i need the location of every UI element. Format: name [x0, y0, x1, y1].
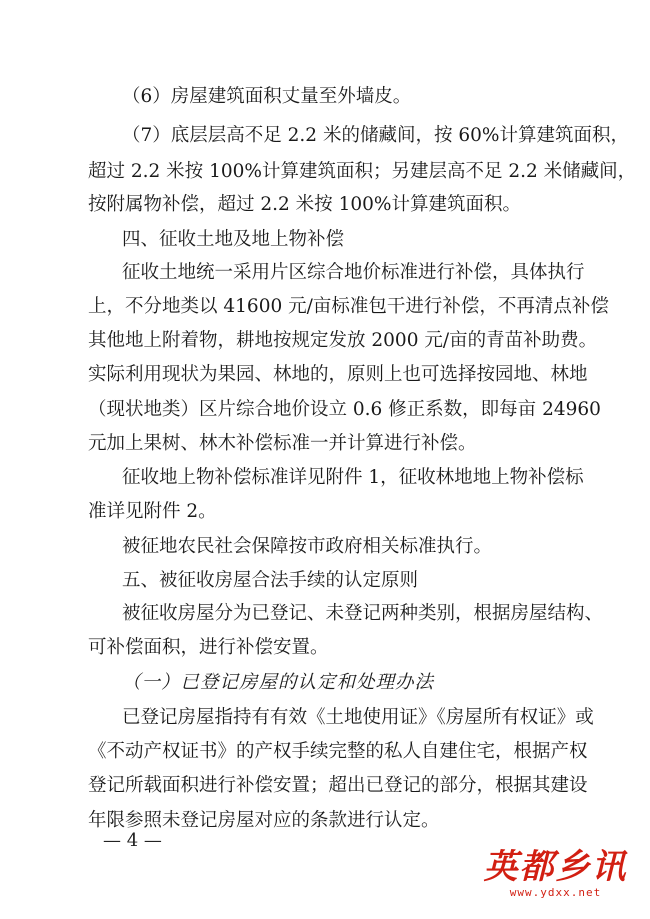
body-text-line: （7）底层层高不足 2.2 米的储藏间，按 60%计算建筑面积， [122, 125, 629, 146]
body-text-line: 上，不分地类以 41600 元/亩标准包干进行补偿，不再清点补偿 [88, 296, 609, 317]
body-text-line: 被征收房屋分为已登记、未登记两种类别，根据房屋结构、 [122, 603, 604, 624]
body-text-line: 超过 2.2 米按 100%计算建筑面积；另建层高不足 2.2 米储藏间， [88, 161, 637, 182]
body-text-line: 实际利用现状为果园、林地的，原则上也可选择按园地、林地 [88, 364, 588, 385]
body-text-line: 准详见附件 2。 [88, 501, 217, 522]
body-text-line: 四、征收土地及地上物补偿 [122, 229, 345, 250]
body-text-line: 五、被征收房屋合法手续的认定原则 [122, 570, 419, 591]
body-text-line: 《不动产权证书》的产权手续完整的私人自建住宅，根据产权 [88, 741, 588, 762]
body-text-line: （现状地类）区片综合地价设立 0.6 修正系数，即每亩 24960 [88, 399, 601, 420]
watermark-url: www.ydxx.net [509, 886, 602, 899]
body-text-line: 登记所载面积进行补偿安置；超出已登记的部分，根据其建设 [88, 775, 588, 796]
body-text-line: 元加上果树、林木补偿标准一并计算进行补偿。 [88, 433, 477, 454]
body-text-line: 可补偿面积，进行补偿安置。 [88, 637, 329, 658]
body-text-line: 被征地农民社会保障按市政府相关标准执行。 [122, 536, 493, 557]
body-text-line: 征收土地统一采用片区综合地价标准进行补偿，具体执行 [122, 262, 585, 283]
body-text-line: 其他地上附着物，耕地按规定发放 2000 元/亩的青苗补助费。 [88, 330, 598, 351]
body-text-line: 年限参照未登记房屋对应的条款进行认定。 [88, 810, 440, 831]
body-text-line: 征收地上物补偿标准详见附件 1，征收林地地上物补偿标 [122, 467, 584, 488]
watermark-logo [483, 848, 628, 910]
page-number: — 4 — [103, 830, 162, 851]
watermark-title: 英都乡讯 [483, 847, 628, 887]
body-text-line: 按附属物补偿，超过 2.2 米按 100%计算建筑面积。 [88, 194, 521, 215]
body-text-line: 已登记房屋指持有有效《土地使用证》《房屋所有权证》或 [122, 707, 594, 728]
section-subheading: （一）已登记房屋的认定和处理办法 [122, 672, 435, 693]
body-text-line: （6）房屋建筑面积丈量至外墙皮。 [122, 86, 412, 107]
